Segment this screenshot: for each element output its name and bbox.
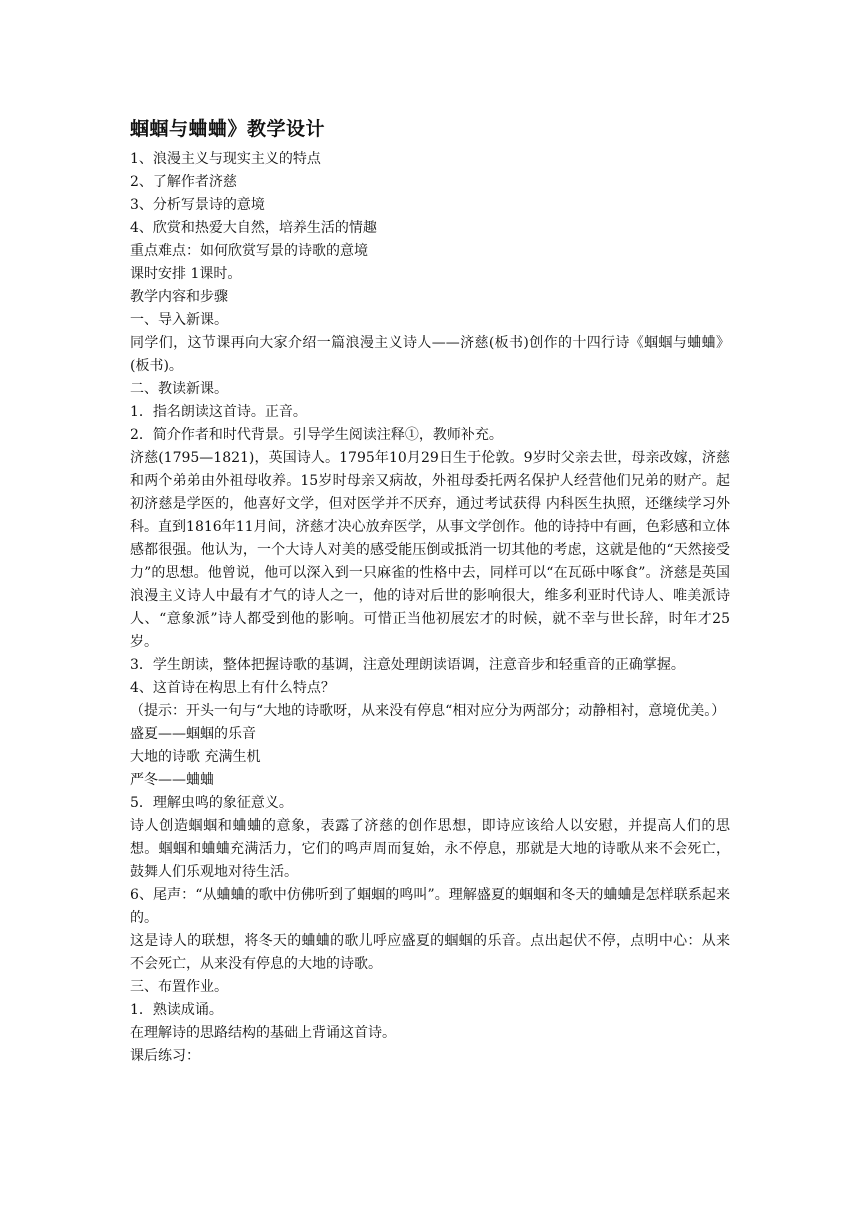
- objective-item: 3、分析写景诗的意境: [130, 197, 265, 213]
- content-heading: 教学内容和步骤: [130, 289, 228, 305]
- step1-text: 同学们，这节课再向大家介绍一篇浪漫主义诗人——济慈(板书)创作的十四行诗《蝈蝈与蛐蛐》(板书)。: [130, 335, 730, 374]
- symbol-text: 诗人创造蝈蝈和蛐蛐的意象，表露了济慈的创作思想，即诗应该给人以安慰，并提高人们的思想。蝈蝈和蛐蛐充满活力，它们的鸣声周而复始，永不停息，那就是大地的诗歌从来不会死亡，鼓舞人们乐观地对待生活。: [130, 818, 730, 880]
- document-page: [130, 116, 730, 1068]
- objective-item: 2、了解作者济慈: [130, 174, 237, 190]
- outline-line: 严冬——蛐蛐: [130, 772, 214, 788]
- author-bio: 济慈(1795—1821)，英国诗人。1795年10月29日生于伦敦。9岁时父亲去世，母亲改嫁，济慈和两个弟弟由外祖母收养。15岁时母亲又病故，外祖母委托两名保护人经营他们兄弟的财产。起初济慈是学医的，他喜好文学，但对医学并不厌弃，通过考试获得 内科医生执照，还继续学习外科。直到1816年11月间，济慈才决心放弃医学，从事文学创作。他的诗持中有画，色彩感和立体感都很强。他认为，一个大诗人对美的感受能压倒或抵消一切其他的考虑，这就是他的“天然接受力”的思想。他曾说，他可以深入到一只麻雀的性格中去，同样可以“在瓦砾中啄食”。济慈是英国浪漫主义诗人中最有才气的诗人之一，他的诗对后世的影响很大，维多利亚时代诗人、唯美派诗人、“意象派”诗人都受到他的影响。可惜正当他初展宏才的时候，就不幸与世长辞，时年才25岁。: [130, 450, 730, 650]
- step1-heading: 一、导入新课。: [130, 312, 228, 328]
- outline-line: 盛夏——蝈蝈的乐音: [130, 726, 256, 742]
- class-schedule: 课时安排 1课时。: [130, 266, 242, 282]
- key-difficulty: 重点难点：如何欣赏写景的诗歌的意境: [130, 243, 368, 259]
- poem-outline: [130, 723, 730, 792]
- step2-item3: 3．学生朗读，整体把握诗歌的基调，注意处理朗读语调，注意音步和轻重音的正确掌握。: [130, 657, 685, 673]
- step2-item4: 4、这首诗在构思上有什么特点？: [130, 680, 335, 696]
- exercise-label: 课后练习：: [130, 1048, 200, 1064]
- step2-item5: 5．理解虫鸣的象征意义。: [130, 795, 293, 811]
- objective-item: 4、欣赏和热爱大自然，培养生活的情趣: [130, 220, 377, 236]
- objectives-list: [130, 148, 730, 240]
- step2-heading: 二、教读新课。: [130, 381, 228, 397]
- step3-item1: 1．熟读成诵。: [130, 1002, 223, 1018]
- step3-heading: 三、布置作业。: [130, 979, 228, 995]
- objective-item: 1、浪漫主义与现实主义的特点: [130, 151, 321, 167]
- step2-item6: 6、尾声：“从蛐蛐的歌中仿佛听到了蝈蝈的鸣叫”。理解盛夏的蝈蝈和冬天的蛐蛐是怎样联系起来的。: [130, 887, 730, 926]
- step2-item2: 2．简介作者和时代背景。引导学生阅读注释①，教师补充。: [130, 427, 503, 443]
- step3-text: 在理解诗的思路结构的基础上背诵这首诗。: [130, 1025, 396, 1041]
- outline-line: 大地的诗歌 充满生机: [130, 749, 261, 765]
- association-text: 这是诗人的联想，将冬天的蛐蛐的歌儿呼应盛夏的蝈蝈的乐音。点出起伏不停，点明中心：从来不会死亡，从来没有停息的大地的诗歌。: [130, 933, 730, 972]
- document-title: 蝈蝈与蛐蛐》教学设计: [130, 118, 326, 140]
- structure-hint: （提示：开头一句与“大地的诗歌呀，从来没有停息“相对应分为两部分；动静相衬，意境优美。）: [130, 703, 726, 719]
- step2-item1: 1．指名朗读这首诗。正音。: [130, 404, 307, 420]
